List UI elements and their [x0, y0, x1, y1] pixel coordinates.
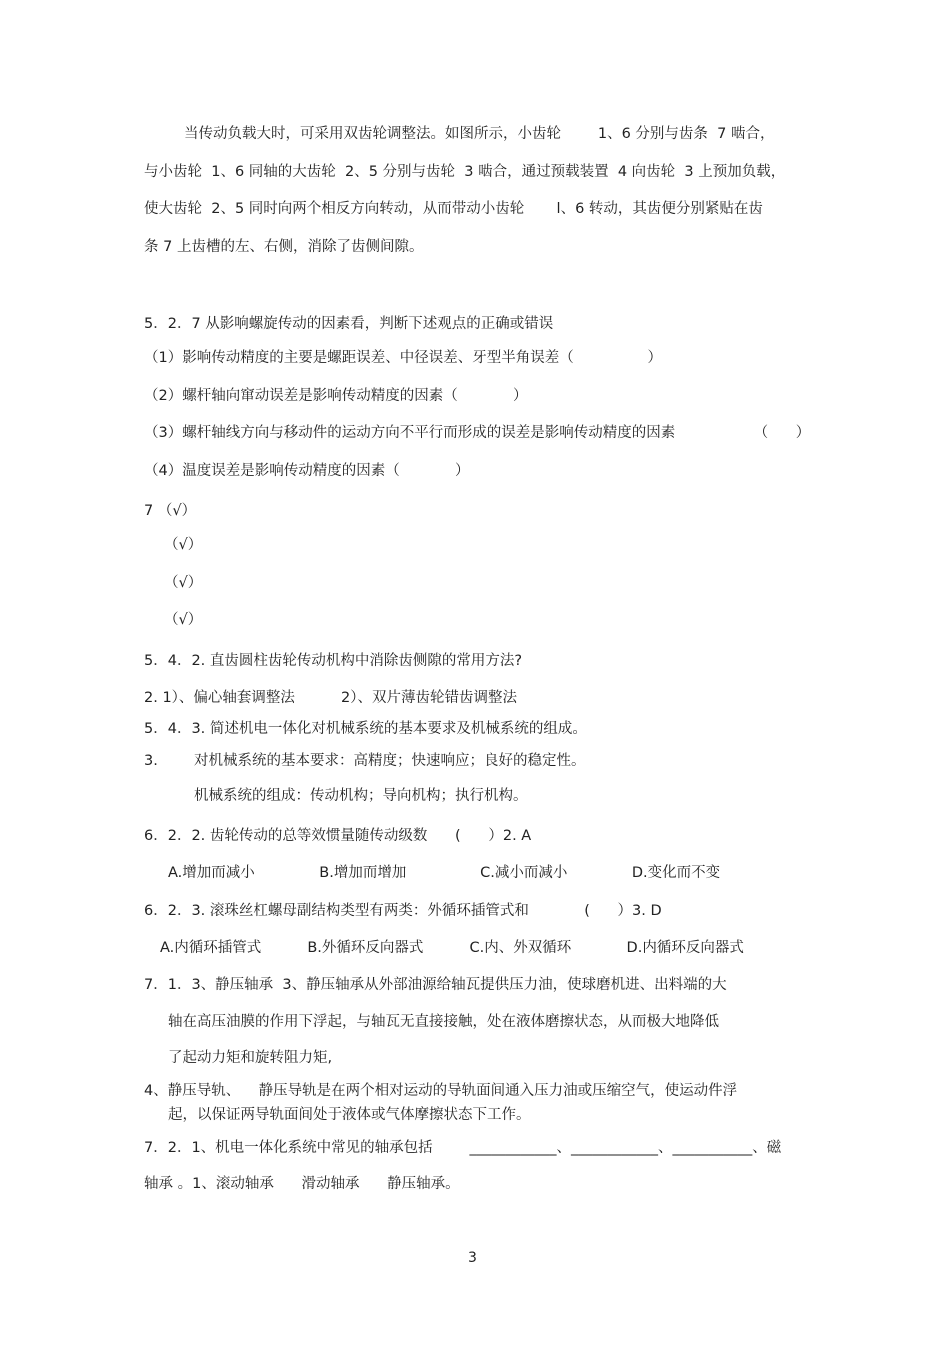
- q622-options: A.增加而减小 B.增加而增加 C.减小而减小 D.变化而不变: [168, 865, 721, 881]
- q543-answer-number: 3.: [144, 753, 158, 769]
- q623-options: A.内循环插管式 B.外循环反向器式 C.内、外双循环 D.内循环反向器式: [160, 940, 744, 956]
- q721-line-1: 7．2．1、机电一体化系统中常见的轴承包括 ____________、____________、___________、磁: [144, 1140, 782, 1156]
- q542-title: 5．4．2. 直齿圆柱齿轮传动机构中消除齿侧隙的常用方法?: [144, 653, 523, 669]
- q527-title: 5．2．7 从影响螺旋传动的因素看，判断下述观点的正确或错误: [144, 316, 554, 332]
- q527-answer-4: （√）: [164, 612, 203, 628]
- q713-line-5: 起，以保证两导轨面间处于液体或气体摩擦状态下工作。: [168, 1107, 531, 1123]
- q713-line-3: 了起动力矩和旋转阻力矩,: [168, 1050, 333, 1066]
- q527-item-1: （1）影响传动精度的主要是螺距误差、中径误差、牙型半角误差（ ）: [144, 350, 662, 366]
- q713-line-2: 轴在高压油膜的作用下浮起，与轴瓦无直接接触，处在液体磨擦状态，从而极大地降低: [168, 1014, 719, 1030]
- intro-line-4: 条 7 上齿槽的左、右侧，消除了齿侧间隙。: [144, 239, 424, 255]
- q527-item-3: （3）螺杆轴线方向与移动件的运动方向不平行而形成的误差是影响传动精度的因素 （ ）: [144, 425, 811, 441]
- q527-item-4: （4）温度误差是影响传动精度的因素（ ）: [144, 463, 470, 479]
- q527-answer-2: （√）: [164, 537, 203, 553]
- q543-answer-1: 对机械系统的基本要求：高精度；快速响应；良好的稳定性。: [194, 753, 586, 769]
- q721-line-2: 轴承 。1、滚动轴承 滑动轴承 静压轴承。: [144, 1176, 460, 1192]
- page-number: 3: [468, 1250, 477, 1266]
- q527-item-2: （2）螺杆轴向窜动误差是影响传动精度的因素（ ）: [144, 388, 528, 404]
- intro-line-1: 当传动负载大时，可采用双齿轮调整法。如图所示，小齿轮 1、6 分别与齿条 7 啮合，: [184, 126, 775, 142]
- q713-line-1: 7．1．3、静压轴承 3、静压轴承从外部油源给轴瓦提供压力油，使球磨机进、出料端的大: [144, 977, 727, 993]
- q527-answer-3: （√）: [164, 575, 203, 591]
- q622-title: 6．2．2. 齿轮传动的总等效惯量随传动级数 ( ）2. A: [144, 828, 532, 844]
- q543-title: 5．4．3. 简述机电一体化对机械系统的基本要求及机械系统的组成。: [144, 721, 587, 737]
- q713-line-4: 4、静压导轨、 静压导轨是在两个相对运动的导轨面间通入压力油或压缩空气，使运动件浮: [144, 1083, 738, 1099]
- intro-line-2: 与小齿轮 1、6 同轴的大齿轮 2、5 分别与齿轮 3 啮合，通过预载装置 4 向齿轮 3 上预加负载，: [144, 164, 786, 180]
- intro-line-3: 使大齿轮 2、5 同时向两个相反方向转动，从而带动小齿轮 l、6 转动，其齿便分别紧贴在齿: [144, 201, 763, 217]
- q623-title: 6．2．3. 滚珠丝杠螺母副结构类型有两类：外循环插管式和 ( ）3. D: [144, 903, 662, 919]
- q527-answer-1: 7 （√）: [144, 503, 197, 519]
- q542-answer: 2. 1）、偏心轴套调整法 2）、双片薄齿轮错齿调整法: [144, 690, 517, 706]
- q543-answer-2: 机械系统的组成：传动机构；导向机构；执行机构。: [194, 788, 528, 804]
